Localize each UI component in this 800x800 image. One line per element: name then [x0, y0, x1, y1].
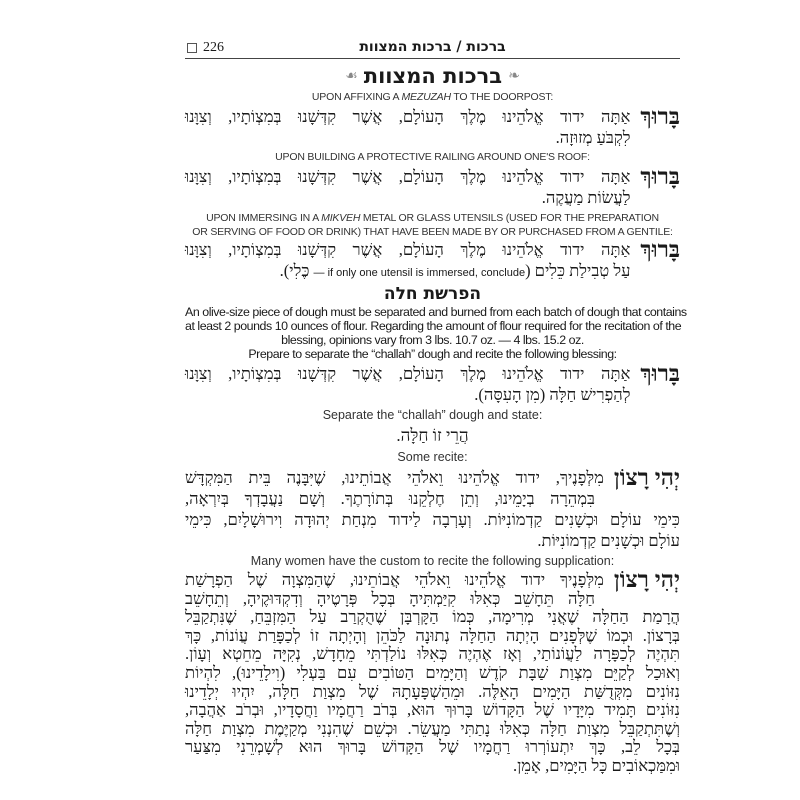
instruction-line: Prepare to separate the “challah” dough and recite the following blessing: — [248, 347, 617, 361]
prayer-line: נִזּוֹנִים מִקְּדֻשַּׁת הַיָּמִים הָאֵלֶּה. וּמֵהַשְׁפָּעָתָהּ שֶׁל מִצְוַת חַלָּה, יִהְיוּ יְלָדֵינוּ — [185, 681, 680, 701]
blessing-lead-word: בָּרוּךְ — [640, 237, 680, 262]
instruction-line: at least 2 pounds 10 ounces of flour. Regarding the amount of flour required for the recitation of the — [185, 319, 682, 333]
blessing-lead-word: בָּרוּךְ — [640, 361, 680, 386]
challah-instructions — [185, 305, 687, 361]
caption-text: OR SERVING OF FOOD OR DRINK) THAT HAVE BEEN MADE BY OR PURCHASED FROM A GENTILE: — [192, 226, 673, 238]
yehi-ratzon-challah — [185, 567, 680, 776]
utensils-caption — [185, 211, 680, 239]
inline-note: — if only one utensil is immersed, conclude — [313, 267, 526, 279]
prayer-book-page — [185, 38, 687, 776]
blessing-line: אַתָּה ידוד אֱלֹהֵינוּ מֶלֶךְ הָעוֹלָם, אֲשֶׁר קִדְּשָׁנוּ בְּמִצְוֹתָיו, וְצִוָּנוּ — [185, 240, 631, 259]
section-title-text: ברכות המצוות — [363, 64, 503, 88]
prayer-line: בְּרָצוֹן. וּכְמוֹ שֶׁלְּפָנִים הָיְתָה הַחַלָּה נְתוּנָה לַכֹּהֵן וְהָיְתָה זוֹ לְכַפָּרַת עֲוֹנוֹת, כָּךְ — [185, 625, 680, 645]
prayer-line: וְשֶׁתִּתְקַבֵּל מִצְוַת חַלָּה כְּאִלּוּ נָתַתִּי מַעֲשֵׂר. וּכְשֵׁם שֶׁהִנְנִי מְקַיֶּמֶת מִצְוַת חַלָּה — [185, 718, 680, 738]
caption-italic: MIKVEH — [321, 212, 361, 224]
prayer-line: נִזּוֹנִים תָּמִיד מִיָּדָיו שֶׁל הַקָּדוֹשׁ בָּרוּךְ הוּא, בְּרֹב רַחֲמָיו וַחֲסָדָיו, וּבְרֹב אַהֲבָה, — [185, 700, 680, 720]
railing-blessing — [185, 166, 680, 208]
blessing-line: אַתָּה ידוד אֱלֹהֵינוּ מֶלֶךְ הָעוֹלָם, אֲשֶׁר קִדְּשָׁנוּ בְּמִצְוֹתָיו, וְצִוָּנוּ — [185, 107, 631, 126]
railing-caption: UPON BUILDING A PROTECTIVE RAILING AROUND ONE'S ROOF: — [275, 151, 590, 163]
blessing-line: לַעֲשׂוֹת מַעֲקֶה. — [541, 188, 631, 207]
caption-text: UPON AFFIXING A — [311, 91, 402, 103]
women-custom-instruction: Many women have the custom to recite the following supplication: — [250, 554, 615, 568]
blessing-line: לִקְבֹּעַ מְזוּזָה. — [555, 128, 631, 147]
challah-statement: הֲרֵי זוֹ חַלָּה. — [396, 426, 469, 445]
prayer-line: בִּמְהֵרָה בְיָמֵינוּ, וְתֵן חֶלְקֵנוּ בְּתוֹרָתֶךָ. וְשָׁם נַעֲבָדְךָ בְּיִרְאָה, — [185, 489, 595, 508]
caption-text: TO THE DOORPOST: — [450, 91, 554, 103]
separate-instruction: Separate the “challah” dough and state: — [322, 408, 543, 422]
ornament-icon: ☙ — [345, 68, 358, 84]
blessing-lead-word: בָּרוּךְ — [640, 164, 680, 189]
some-recite-instruction: Some recite: — [397, 450, 468, 464]
caption-text: METAL OR GLASS UTENSILS (USED FOR THE PREPARATION — [360, 212, 659, 224]
caption-text: UPON IMMERSING IN A — [206, 212, 322, 224]
page-number-text: 226 — [203, 40, 224, 55]
blessing-line: אַתָּה ידוד אֱלֹהֵינוּ מֶלֶךְ הָעוֹלָם, אֲשֶׁר קִדְּשָׁנוּ בְּמִצְוֹתָיו, וְצִוָּנוּ — [185, 167, 631, 186]
prayer-lead-words: יְהִי רָצוֹן — [613, 465, 680, 490]
blessing-text: כֶּלִי). — [279, 261, 314, 280]
prayer-line: מִלְּפָנֶיךָ, ידוד אֱלֹהֵינוּ וֵאלֹהֵי אֲבוֹתֵינוּ, שֶׁיִּבָּנֶה בֵּית הַמִּקְדָּשׁ — [185, 468, 604, 487]
running-head: ברכות / ברכות המצוות — [359, 39, 506, 55]
prayer-line: הֲרָמַת הַחַלָּה שֶׁאֲנִי מְרִימָה, כְּמוֹ הַקָּרְבָּן שֶׁהֻקְרַב עַל הַמִּזְבֵּחַ, שֶׁנִּתְקַבֵּל — [185, 607, 680, 627]
blessing-lead-word: בָּרוּךְ — [640, 104, 680, 129]
challah-heading: הפרשת חלה — [383, 284, 482, 304]
page-header — [185, 38, 680, 59]
ornament-icon: ❧ — [508, 68, 520, 84]
blessing-line: לְהַפְרִישׁ חַלָּה (מִן הָעִסָּה). — [474, 385, 631, 404]
yehi-ratzon-temple — [185, 467, 680, 551]
section-title — [185, 64, 680, 88]
mezuzah-blessing — [185, 106, 680, 148]
prayer-line: עוֹלָם וּכְשָׁנִים קַדְמוֹנִיּוֹת. — [537, 531, 680, 550]
blessing-text: עַל טְבִילַת כֵּלִים ( — [525, 261, 631, 280]
utensils-blessing — [185, 239, 680, 281]
challah-blessing — [185, 363, 680, 405]
prayer-line: חַלָּה תֵּחָשֵׁב כְּאִלּוּ קִיַּמְתִּיהָ בְּכָל פְּרָטֶיהָ וְדִקְדּוּקֶיהָ, וְתֵחָשֵׁב — [185, 588, 595, 608]
instruction-line: blessing, opinions vary from 3 lbs. 10.7 oz. — 4 lbs. 15.2 oz. — [281, 333, 584, 347]
prayer-line: כִּימֵי עוֹלָם וּכְשָׁנִים קַדְמוֹנִיּוֹת. וְעָרְבָה לַידוד מִנְחַת יְהוּדָה וִירוּשָׁלָיִם, כִּימֵי — [185, 510, 680, 529]
prayer-line: תִּהְיֶה לְכַפָּרָה לַעֲוֹנוֹתַי, וְאָז אֶהְיֶה כְּאִלּוּ נוֹלַדְתִּי מֵחָדָשׁ, נְקִיָּה מֵחֵטְא וְעָוֹן. — [185, 644, 680, 664]
mezuzah-caption — [185, 88, 680, 106]
blessing-line: אַתָּה ידוד אֱלֹהֵינוּ מֶלֶךְ הָעוֹלָם, אֲשֶׁר קִדְּשָׁנוּ בְּמִצְוֹתָיו, וְצִוָּנוּ — [185, 364, 631, 383]
caption-italic: MEZUZAH — [401, 91, 451, 103]
prayer-line: מִלְּפָנֶיךָ ידוד אֱלֹהֵינוּ וֵאלֹהֵי אֲבוֹתֵינוּ, שֶׁהַמִּצְוָה שֶׁל הַפְרָשַׁת — [185, 570, 604, 589]
prayer-line: בְּכָל לֵב, כָּךְ יִתְעוֹרְרוּ רַחֲמָיו שֶׁל הַקָּדוֹשׁ בָּרוּךְ הוּא לְשָׁמְרֵנִי מִצַּעַר — [185, 737, 680, 757]
blessing-line — [185, 260, 630, 281]
prayer-lead-words: יְהִי רָצוֹן — [613, 567, 680, 592]
instruction-line: An olive-size piece of dough must be separated and burned from each batch of dough that contains — [185, 305, 687, 319]
prayer-line: וְאוּכַל לְקַיֵּם מִצְוַת שַׁבָּת קֹדֶשׁ וְהַיָּמִים הַטּוֹבִים עִם בַּעְלִי (וִילָדֵינוּ), לִהְיוֹת — [185, 662, 680, 682]
prayer-line: וּמִמַּכְאוֹבִים כָּל הַיָּמִים, אָמֵן. — [512, 755, 680, 775]
